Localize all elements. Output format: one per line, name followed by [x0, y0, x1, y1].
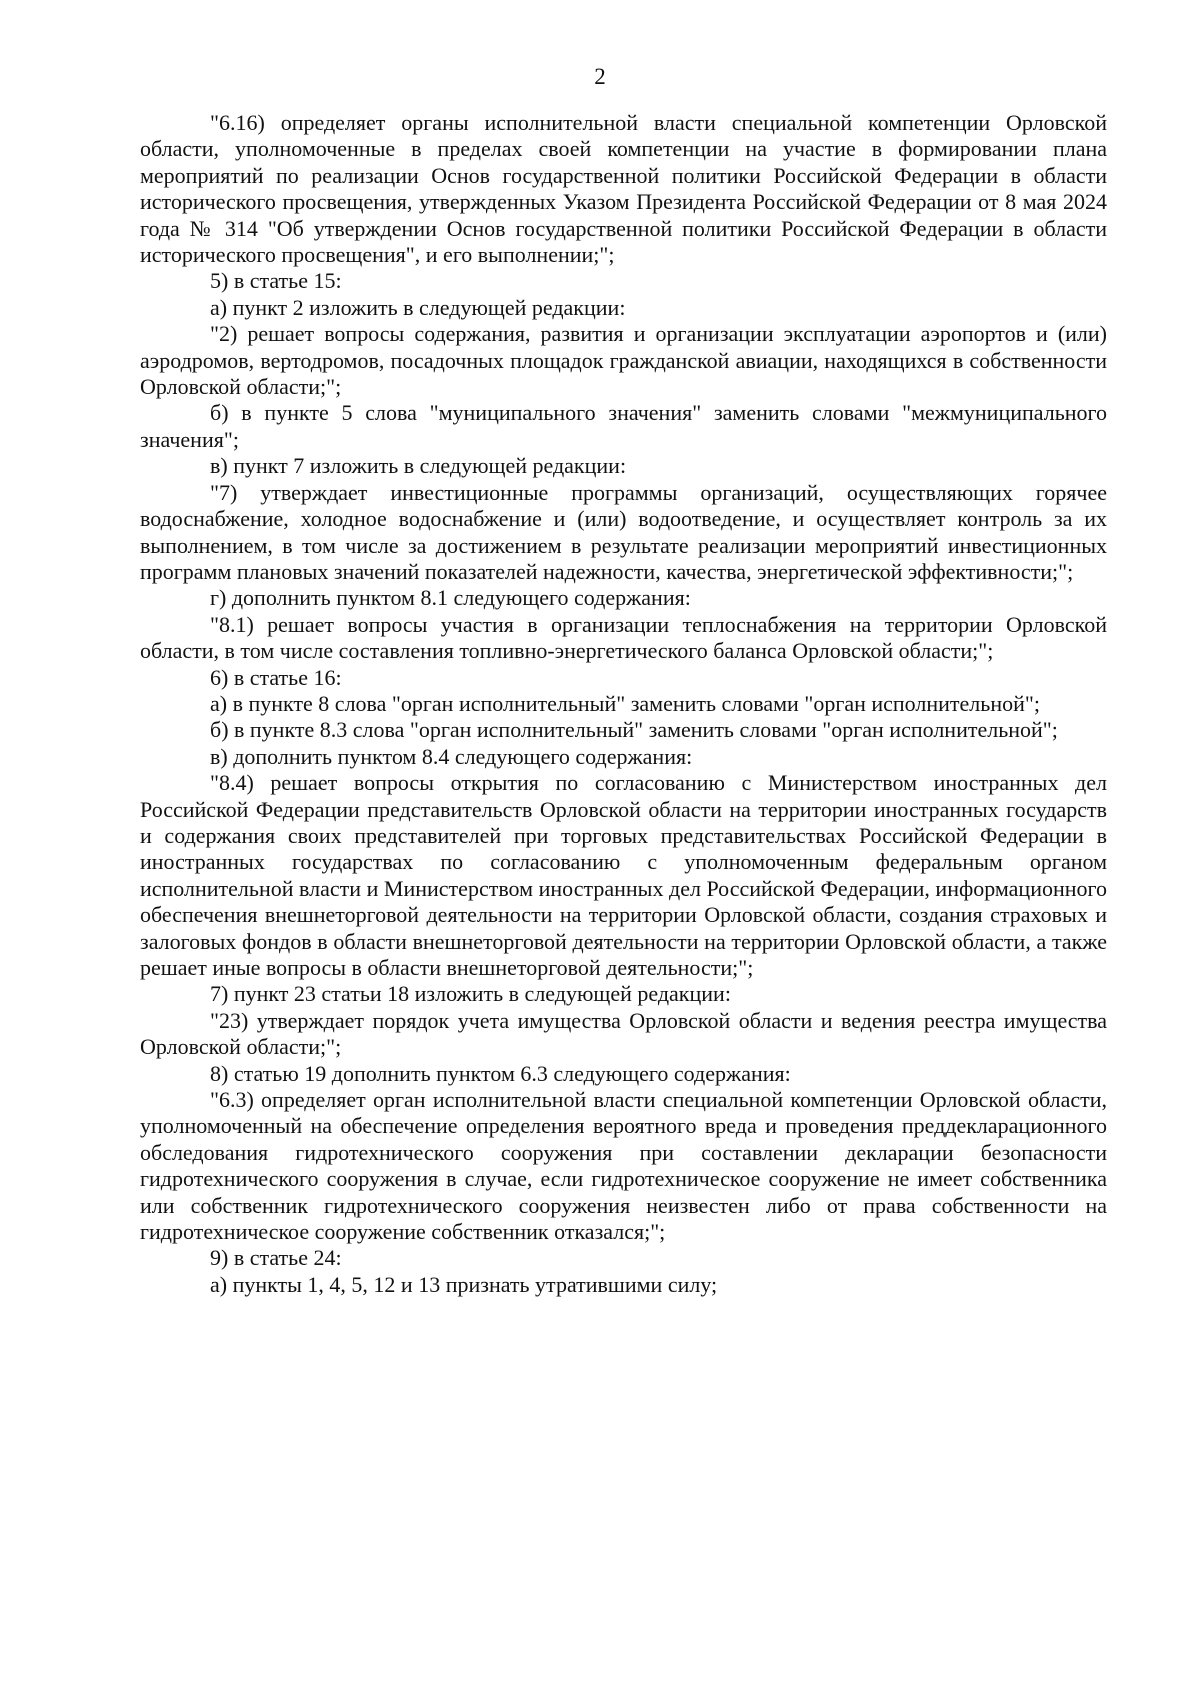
paragraph-item-6b: б) в пункте 8.3 слова "орган исполнительный" заменить словами "орган исполнительной";: [210, 717, 1058, 743]
page-number: 2: [594, 64, 606, 89]
paragraph-item-5v: в) пункт 7 изложить в следующей редакции:: [210, 453, 627, 479]
paragraph-point-8-1: "8.1) решает вопросы участия в организации теплоснабжения на территории Орловской области, в том числе составления топливно-энергетического баланса Орловской области;";: [140, 611, 1107, 664]
paragraph-item-8: 8) статью 19 дополнить пунктом 6.3 следующего содержания:: [210, 1060, 791, 1086]
paragraph-item-6: 6) в статье 16:: [210, 664, 342, 690]
paragraph-item-6a: а) в пункте 8 слова "орган исполнительный" заменить словами "орган исполнительной";: [210, 690, 1040, 716]
paragraph-item-5a: а) пункт 2 изложить в следующей редакции:: [210, 294, 626, 320]
paragraph-item-5g: г) дополнить пунктом 8.1 следующего содержания:: [210, 585, 691, 611]
paragraph-point-23: "23) утверждает порядок учета имущества Орловской области и ведения реестра имущества Орловской области;";: [140, 1007, 1107, 1060]
paragraph-item-6v: в) дополнить пунктом 8.4 следующего содержания:: [210, 743, 693, 769]
paragraph-point-8-4: "8.4) решает вопросы открытия по согласованию с Министерством иностранных дел Российской Федерации представительств Орловской области на территории иностранных государств и содержания своих представителей при торговых представительствах Российской Федерации в иностранных государствах по согласованию с уполномоченным федеральным органом исполнительной власти и Министерством иностранных дел Российской Федерации, информационного обеспечения внешнеторговой деятельности на территории Орловской области, создания страховых и залоговых фондов в области внешнеторговой деятельности на территории Орловской области, а также решает иные вопросы в области внешнеторговой деятельности;";: [140, 770, 1107, 980]
paragraph-point-7: "7) утверждает инвестиционные программы организаций, осуществляющих горячее водоснабжение, холодное водоснабжение и (или) водоотведение, и осуществляет контроль за их выполнением, в том числе за достижением в результате реализации мероприятий инвестиционных программ плановых значений показателей надежности, качества, энергетической эффективности;";: [140, 479, 1107, 584]
paragraph-item-5: 5) в статье 15:: [210, 268, 342, 294]
paragraph-point-2: "2) решает вопросы содержания, развития и организации эксплуатации аэропортов и (или) аэродромов, вертодромов, посадочных площадок гражданской авиации, находящихся в собственности Орловской области;";: [140, 321, 1107, 400]
paragraph-point-6-3: "6.3) определяет орган исполнительной власти специальной компетенции Орловской области, уполномоченный на обеспечение определения вероятного вреда и проведения преддекларационного обследования гидротехнического сооружения при составлении декларации безопасности гидротехнического сооружения в случае, если гидротехническое сооружение не имеет собственника или собственник гидротехнического сооружения неизвестен либо от права собственности на гидротехническое сооружение собственник отказался;";: [140, 1087, 1107, 1245]
document-body: [140, 110, 1107, 1298]
paragraph-item-9: 9) в статье 24:: [210, 1245, 342, 1271]
paragraph-item-7: 7) пункт 23 статьи 18 изложить в следующей редакции:: [210, 981, 731, 1007]
paragraph-6-16: "6.16) определяет органы исполнительной власти специальной компетенции Орловской области, уполномоченные в пределах своей компетенции на участие в формировании плана мероприятий по реализации Основ государственной политики Российской Федерации в области исторического просвещения, утвержденных Указом Президента Российской Федерации от 8 мая 2024 года № 314 "Об утверждении Основ государственной политики Российской Федерации в области исторического просвещения", и его выполнении;";: [140, 110, 1107, 268]
paragraph-item-9a: а) пункты 1, 4, 5, 12 и 13 признать утратившими силу;: [210, 1271, 718, 1297]
paragraph-item-5b: б) в пункте 5 слова "муниципального значения" заменить словами "межмуниципального значения";: [140, 400, 1107, 452]
